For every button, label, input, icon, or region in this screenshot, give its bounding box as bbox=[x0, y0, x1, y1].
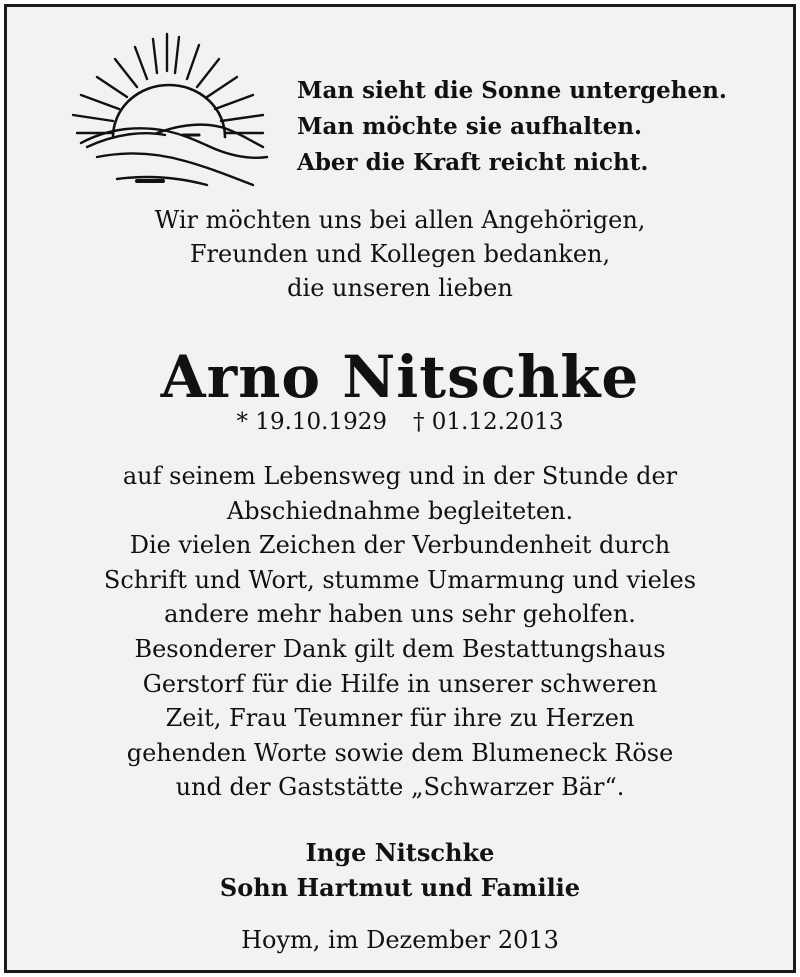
motto-line: Man möchte sie aufhalten. bbox=[297, 113, 642, 140]
obituary-frame bbox=[4, 4, 796, 973]
body-line: und der Gaststätte „Schwarzer Bär“. bbox=[175, 773, 625, 802]
body-line: Gerstorf für die Hilfe in unserer schweren bbox=[142, 669, 658, 698]
motto-line: Man sieht die Sonne untergehen. bbox=[297, 77, 727, 104]
thanks-line: Freunden und Kollegen bedanken, bbox=[189, 240, 611, 268]
deceased-name: Arno Nitschke bbox=[160, 343, 640, 411]
body-line: Schrift und Wort, stumme Umarmung und vieles bbox=[103, 565, 697, 594]
thanks-line: die unseren lieben bbox=[287, 274, 513, 302]
thanks-body bbox=[7, 459, 793, 805]
signer-line: Inge Nitschke bbox=[305, 838, 495, 867]
life-dates bbox=[7, 405, 793, 439]
body-line: andere mehr haben uns sehr geholfen. bbox=[164, 600, 636, 629]
signer-line: Sohn Hartmut und Familie bbox=[219, 873, 581, 902]
body-line: Die vielen Zeichen der Verbundenheit durch bbox=[129, 531, 671, 560]
body-line: auf seinem Lebensweg und in der Stunde der bbox=[122, 462, 678, 490]
death-date: † 01.12.2013 bbox=[413, 409, 564, 435]
body-line: Zeit, Frau Teumner für ihre zu Herzen bbox=[165, 704, 635, 733]
motto-line: Aber die Kraft reicht nicht. bbox=[297, 149, 649, 176]
thanks-line: Wir möchten uns bei allen Angehörigen, bbox=[154, 206, 646, 234]
body-line: gehenden Worte sowie dem Blumeneck Röse bbox=[126, 738, 674, 767]
motto-verse bbox=[297, 73, 777, 181]
body-line: Abschiednahme begleiteten. bbox=[226, 496, 574, 525]
body-line: Besonderer Dank gilt dem Bestattungshaus bbox=[134, 634, 666, 663]
thanks-intro bbox=[7, 203, 793, 305]
birth-date: * 19.10.1929 bbox=[236, 409, 387, 435]
signers bbox=[7, 835, 793, 905]
setting-sun-icon bbox=[67, 29, 272, 194]
place-date: Hoym, im Dezember 2013 bbox=[241, 926, 559, 954]
